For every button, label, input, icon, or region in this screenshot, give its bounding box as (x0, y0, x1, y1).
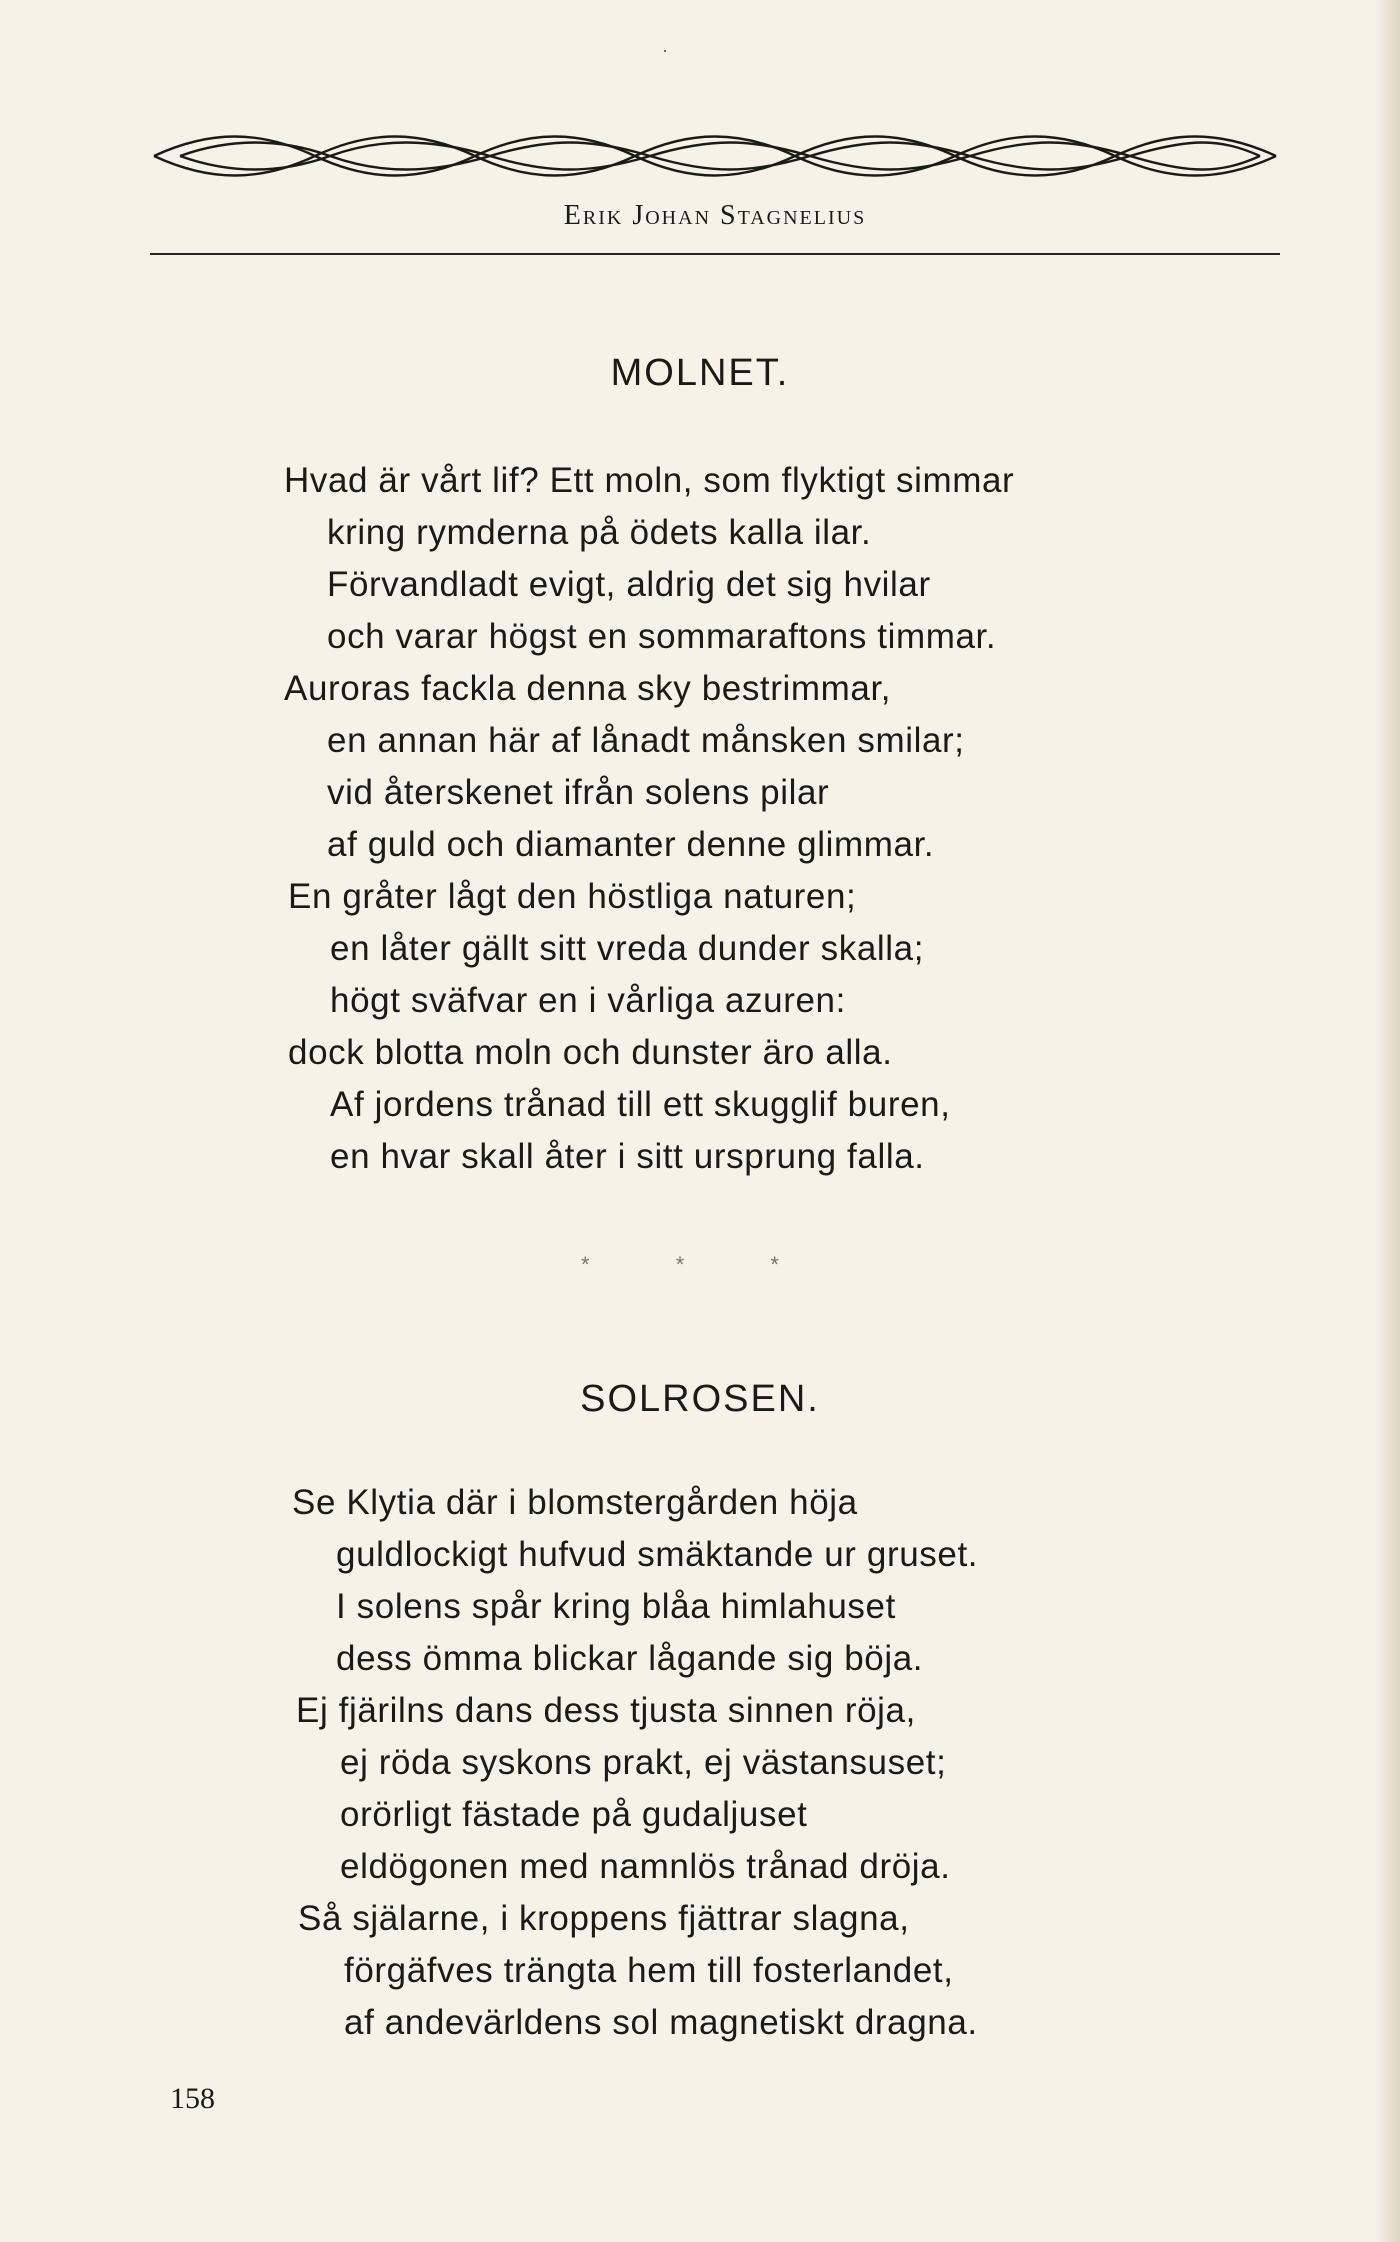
poem-line: kring rymderna på ödets kalla ilar. (327, 513, 872, 552)
poem-line: Hvad är vårt lif? Ett moln, som flyktigt simmar (284, 461, 1015, 500)
poem-line: af andevärldens sol magnetiskt dragna. (344, 2003, 978, 2042)
poem-line: en annan här af lånadt månsken smilar; (327, 721, 965, 760)
poem-line: eldögonen med namnlös trånad dröja. (340, 1847, 951, 1886)
poem-line: orörligt fästade på gudaljuset (340, 1795, 808, 1834)
poem-line: förgäfves trängta hem till fosterlandet, (344, 1951, 954, 1990)
poem-line: Förvandladt evigt, aldrig det sig hvilar (327, 565, 931, 604)
poem-line: en hvar skall åter i sitt ursprung falla. (330, 1137, 925, 1176)
poem-line: I solens spår kring blåa himlahuset (336, 1587, 896, 1626)
section-divider-asterisks: * * * (581, 1252, 819, 1277)
poem-line: högt sväfvar en i vårliga azuren: (330, 981, 846, 1020)
poem-line: dess ömma blickar lågande sig böja. (336, 1639, 924, 1678)
ink-speck: · (662, 40, 668, 60)
poem-line: Af jordens trånad till ett skugglif buren, (330, 1085, 951, 1124)
page-number: 158 (170, 2082, 215, 2115)
poem-line: och varar högst en sommaraftons timmar. (327, 617, 997, 656)
poem-line: vid återskenet ifrån solens pilar (327, 773, 830, 812)
poem-line: ej röda syskons prakt, ej västansuset; (340, 1743, 947, 1782)
poem-line: guldlockigt hufvud smäktande ur gruset. (336, 1535, 979, 1574)
poem-title-molnet: MOLNET. (610, 352, 790, 394)
poem-line: Ej fjärilns dans dess tjusta sinnen röja, (296, 1691, 916, 1730)
running-head: Erik Johan Stagnelius (563, 200, 867, 231)
poem-line: Så själarne, i kroppens fjättrar slagna, (298, 1899, 910, 1938)
poem-line: Auroras fackla denna sky bestrimmar, (284, 669, 892, 708)
poem-title-solrosen: SOLROSEN. (580, 1378, 820, 1420)
poem-line: En gråter lågt den höstliga naturen; (288, 877, 857, 916)
poem-line: Se Klytia där i blomstergården höja (292, 1483, 858, 1522)
poem-line: en låter gällt sitt vreda dunder skalla; (330, 929, 925, 968)
decorative-braid-ornament (150, 128, 1280, 184)
header-rule (150, 253, 1280, 255)
poem-line: af guld och diamanter denne glimmar. (327, 825, 935, 864)
page-edge-shadow (1374, 0, 1400, 2242)
poem-line: dock blotta moln och dunster äro alla. (288, 1033, 893, 1072)
